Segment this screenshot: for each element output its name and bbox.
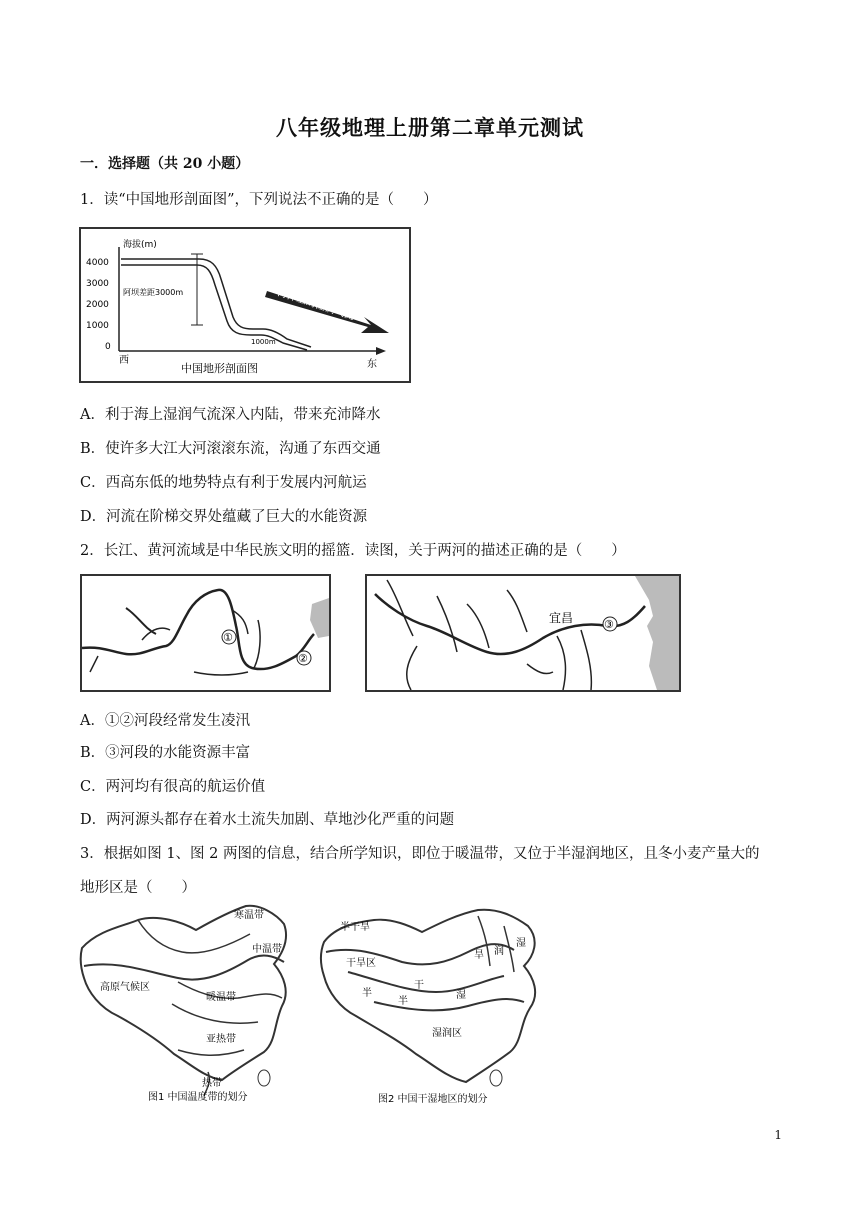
tick-3000: 3000 — [86, 279, 109, 289]
fig1-label-mid-temperate: 中温带 — [252, 944, 282, 955]
fig2-label-drought: 旱 — [474, 950, 484, 961]
map-label-yichang: 宜昌 — [549, 611, 574, 625]
question-3-stem-line-2: 地形区是（ ） — [80, 880, 196, 896]
yangtze-river-map — [365, 574, 681, 692]
question-1-stem: 1．读“中国地形剖面图”，下列说法不正确的是（ ） — [80, 192, 438, 208]
tick-0: 0 — [105, 342, 111, 352]
q1-option-d: D．河流在阶梯交界处蕴藏了巨大的水能资源 — [80, 509, 368, 525]
map-label-3: ③ — [604, 618, 614, 631]
temperature-zone-map — [78, 900, 298, 1110]
page-number: 1 — [774, 1128, 782, 1142]
fig2-label-semi-1: 半 — [362, 988, 372, 999]
fig2-label-arid: 干旱区 — [346, 958, 376, 969]
label-1000m: 1000m — [251, 338, 276, 346]
q2-option-c: C．两河均有很高的航运价值 — [80, 779, 266, 795]
tick-2000: 2000 — [86, 300, 109, 310]
yellow-river-map — [80, 574, 331, 692]
fig2-label-wet: 湿 — [516, 938, 526, 949]
q1-option-b: B．使许多大江大河滚滚东流，沟通了东西交通 — [80, 441, 381, 457]
label-height-difference: 阿坝差距3000m — [123, 288, 184, 297]
fig1-label-plateau: 高原气候区 — [100, 982, 150, 993]
figure-caption: 中国地形剖面图 — [181, 362, 258, 375]
fig2-label-humid-zone: 湿润区 — [432, 1028, 462, 1039]
terrain-profile-figure — [79, 227, 411, 383]
label-west: 西 — [119, 355, 129, 366]
page-title: 八年级地理上册第二章单元测试 — [276, 115, 584, 140]
q1-option-a: A．利于海上湿润气流深入内陆，带来充沛降水 — [80, 407, 381, 423]
q2-option-b: B．③河段的水能资源丰富 — [80, 745, 251, 761]
fig2-label-dry: 干 — [414, 980, 424, 991]
label-airflow: 海洋上的湿润气流 — [276, 287, 356, 323]
fig2-label-moist: 润 — [494, 946, 504, 957]
tick-1000: 1000 — [86, 321, 109, 331]
section-heading: 一．选择题（共 20 小题） — [80, 156, 250, 172]
fig2-label-humid: 湿 — [456, 990, 466, 1001]
map-label-2: ② — [298, 652, 308, 665]
fig1-label-warm-temperate: 暖温带 — [206, 992, 236, 1003]
fig1-label-tropical: 热带 — [202, 1078, 222, 1089]
dry-wet-zone-map — [318, 906, 548, 1110]
fig1-label-cold-temperate: 寒温带 — [234, 910, 264, 921]
fig2-label-semi-2: 半 — [398, 996, 408, 1007]
fig1-caption: 图1 中国温度带的划分 — [148, 1092, 248, 1103]
tick-4000: 4000 — [86, 258, 109, 268]
q2-option-a: A．①②河段经常发生凌汛 — [80, 713, 250, 729]
fig2-caption: 图2 中国干湿地区的划分 — [378, 1094, 488, 1105]
question-3-stem-line-1: 3．根据如图 1、图 2 两图的信息，结合所学知识，即位于暖温带，又位于半湿润地区，且冬小麦产量大的 — [80, 846, 760, 862]
map-label-1: ① — [223, 631, 233, 644]
q1-option-c: C．西高东低的地势特点有利于发展内河航运 — [80, 475, 367, 491]
fig2-label-semi-arid: 半干旱 — [340, 922, 370, 933]
q2-option-d: D．两河源头都存在着水土流失加剧、草地沙化严重的问题 — [80, 812, 455, 828]
fig1-label-subtropical: 亚热带 — [206, 1034, 236, 1045]
y-axis-label: 海拔(m) — [123, 240, 157, 250]
question-2-stem: 2．长江、黄河流域是中华民族文明的摇篮．读图，关于两河的描述正确的是（ ） — [80, 543, 626, 559]
label-east: 东 — [367, 359, 377, 370]
